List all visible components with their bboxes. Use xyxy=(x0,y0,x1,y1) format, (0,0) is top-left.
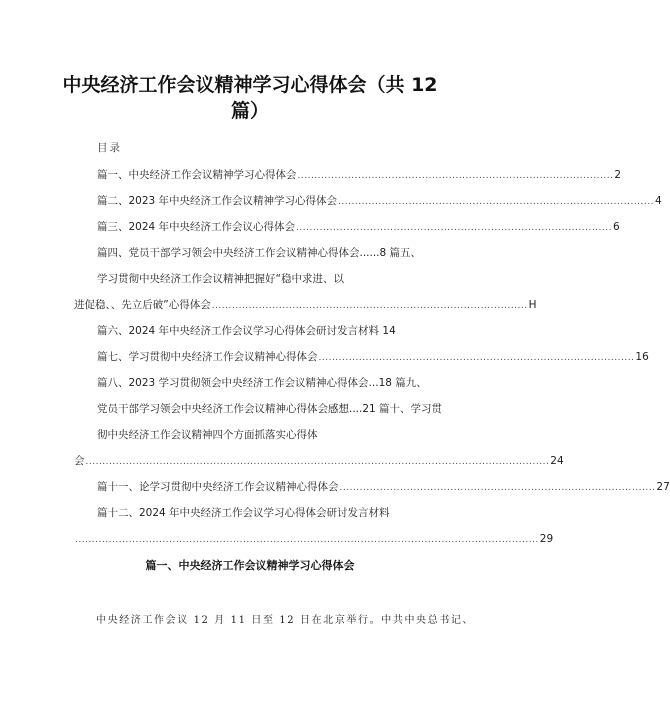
toc-entry-10-line-2[interactable]: 会 .......................................................................................................................................... 24 xyxy=(74,455,564,467)
title-line-1: 中央经济工作会议精神学习心得体会（共 12 xyxy=(62,74,438,96)
toc-entry-12-line-2[interactable]: .......................................................................................................................................... 29 xyxy=(75,533,554,545)
section-title: 篇一、中央经济工作会议精神学习心得体会 xyxy=(145,559,355,572)
body-paragraph-line: 中央经济工作会议 12 月 11 日至 12 日在北京举行。中共中央总书记、 xyxy=(96,615,475,626)
toc-entry-6[interactable]: 篇六、2024 年中央经济工作会议学习心得体会研讨发言材料 14 xyxy=(97,325,396,337)
title-line-2: 篇） xyxy=(230,100,269,122)
toc-entry-4[interactable]: 篇四、党员干部学习领会中央经济工作会议精神心得体会......8 篇五、 xyxy=(97,247,422,259)
document-title xyxy=(40,72,460,124)
toc-entry-10-line-1[interactable]: 彻中央经济工作会议精神四个方面抓落实心得体 xyxy=(97,429,318,441)
toc-entry-2[interactable]: 篇二、2023 年中央经济工作会议精神学习心得体会 .............................................................................................. 4 xyxy=(97,195,662,207)
toc-entry-1[interactable]: 篇一、中央经济工作会议精神学习心得体会 .............................................................................................. 2 xyxy=(97,169,622,181)
toc-entry-9[interactable]: 党员干部学习领会中央经济工作会议精神心得体会感想....21 篇十、学习贯 xyxy=(97,403,443,415)
toc-entry-12-line-1[interactable]: 篇十二、2024 年中央经济工作会议学习心得体会研讨发言材料 xyxy=(97,507,390,519)
toc-entry-11[interactable]: 篇十一、论学习贯彻中央经济工作会议精神心得体会 .............................................................................................. 27 xyxy=(97,481,670,493)
toc-entry-3[interactable]: 篇三、2024 年中央经济工作会议心得体会 .............................................................................................. 6 xyxy=(97,221,620,233)
toc-entry-5-line-2[interactable]: 进促稳、、先立后破”心得体会 .............................................................................................. H xyxy=(74,299,537,311)
toc-entry-7[interactable]: 篇七、学习贯彻中央经济工作会议精神心得体会 .............................................................................................. 16 xyxy=(97,351,649,363)
toc-heading: 目录 xyxy=(97,142,122,154)
toc-entry-8[interactable]: 篇八、2023 学习贯彻领会中央经济工作会议精神心得体会...18 篇九、 xyxy=(97,377,427,389)
toc-entry-5-line-1[interactable]: 学习贯彻中央经济工作会议精神把握好“稳中求进、以 xyxy=(97,273,344,285)
